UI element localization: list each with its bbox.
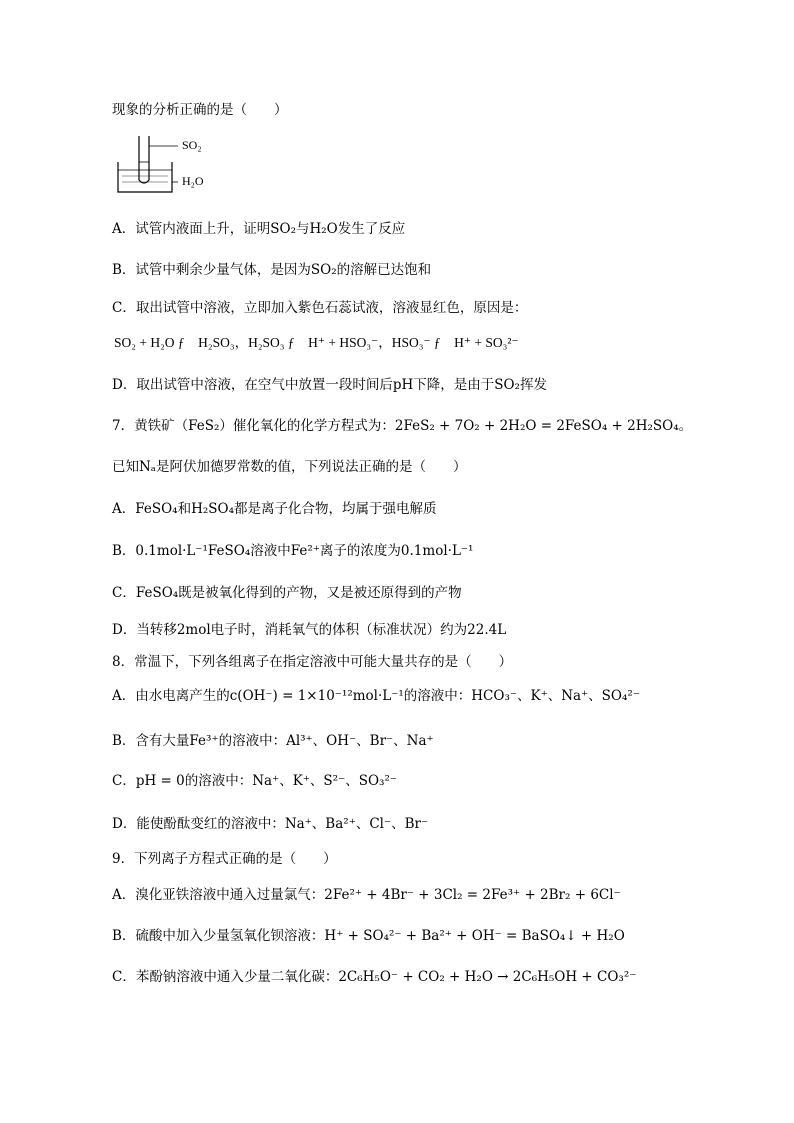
q6-option-c: C．取出试管中溶液，立即加入紫色石蕊试液，溶液显红色，原因是： (112, 300, 528, 316)
q9-option-c: C．苯酚钠溶液中通入少量二氧化碳：2C₆H₅O⁻ + CO₂ + H₂O → 2C₆H₅OH + CO₃²⁻ (112, 969, 637, 985)
q9-option-a: A．溴化亚铁溶液中通入过量氯气：2Fe²⁺ + 4Br⁻ + 3Cl₂ = 2Fe³⁺ + 2Br₂ + 6Cl⁻ (112, 887, 621, 903)
q7-option-c: C．FeSO₄既是被氧化得到的产物，又是被还原得到的产物 (112, 585, 462, 601)
q8-option-b: B．含有大量Fe³⁺的溶液中：Al³⁺、OH⁻、Br⁻、Na⁺ (112, 733, 434, 749)
q8-stem: 8．常温下，下列各组离子在指定溶液中可能大量共存的是（ ） (112, 654, 513, 670)
q7-stem: 7．黄铁矿（FeS₂）催化氧化的化学方程式为：2FeS₂ + 7O₂ + 2H₂O = 2FeSO₄ + 2H₂SO₄。 (112, 418, 693, 434)
q6-stem: 现象的分析正确的是（ ） (112, 102, 288, 118)
test-tube-diagram (112, 132, 222, 196)
q9-stem: 9．下列离子方程式正确的是（ ） (112, 851, 337, 867)
q6-option-c-equation: SO₂ + H₂O ƒ H₂SO₃，H₂SO₃ ƒ H⁺ + HSO₃⁻，HSO₃⁻ ƒ H⁺ + SO₃²⁻ (114, 335, 519, 350)
q7-stem-2: 已知Nₐ是阿伏加德罗常数的值，下列说法正确的是（ ） (112, 459, 467, 475)
q6-option-a: A．试管内液面上升，证明SO₂与H₂O发生了反应 (112, 221, 406, 237)
q6-option-b: B．试管中剩余少量气体，是因为SO₂的溶解已达饱和 (112, 262, 432, 278)
q7-option-b: B．0.1mol·L⁻¹FeSO₄溶液中Fe²⁺离子的浓度为0.1mol·L⁻¹ (112, 543, 474, 559)
q6-option-d: D．取出试管中溶液，在空气中放置一段时间后pH下降，是由于SO₂挥发 (112, 377, 547, 393)
q7-option-d: D．当转移2mol电子时，消耗氧气的体积（标准状况）约为22.4L (112, 622, 507, 638)
q7-option-a: A．FeSO₄和H₂SO₄都是离子化合物，均属于强电解质 (112, 501, 437, 517)
so2-label: SO₂ (182, 138, 202, 152)
h2o-label: H₂O (182, 174, 204, 188)
test-tube-apparatus (112, 132, 222, 196)
q8-option-d: D．能使酚酞变红的溶液中：Na⁺、Ba²⁺、Cl⁻、Br⁻ (112, 816, 429, 832)
q8-option-a: A．由水电离产生的c(OH⁻) = 1×10⁻¹²mol·L⁻¹的溶液中：HCO₃⁻、K⁺、Na⁺、SO₄²⁻ (112, 688, 640, 704)
q8-option-c: C．pH = 0的溶液中：Na⁺、K⁺、S²⁻、SO₃²⁻ (112, 773, 397, 789)
q9-option-b: B．硫酸中加入少量氢氧化钡溶液：H⁺ + SO₄²⁻ + Ba²⁺ + OH⁻ = BaSO₄↓ + H₂O (112, 928, 625, 944)
